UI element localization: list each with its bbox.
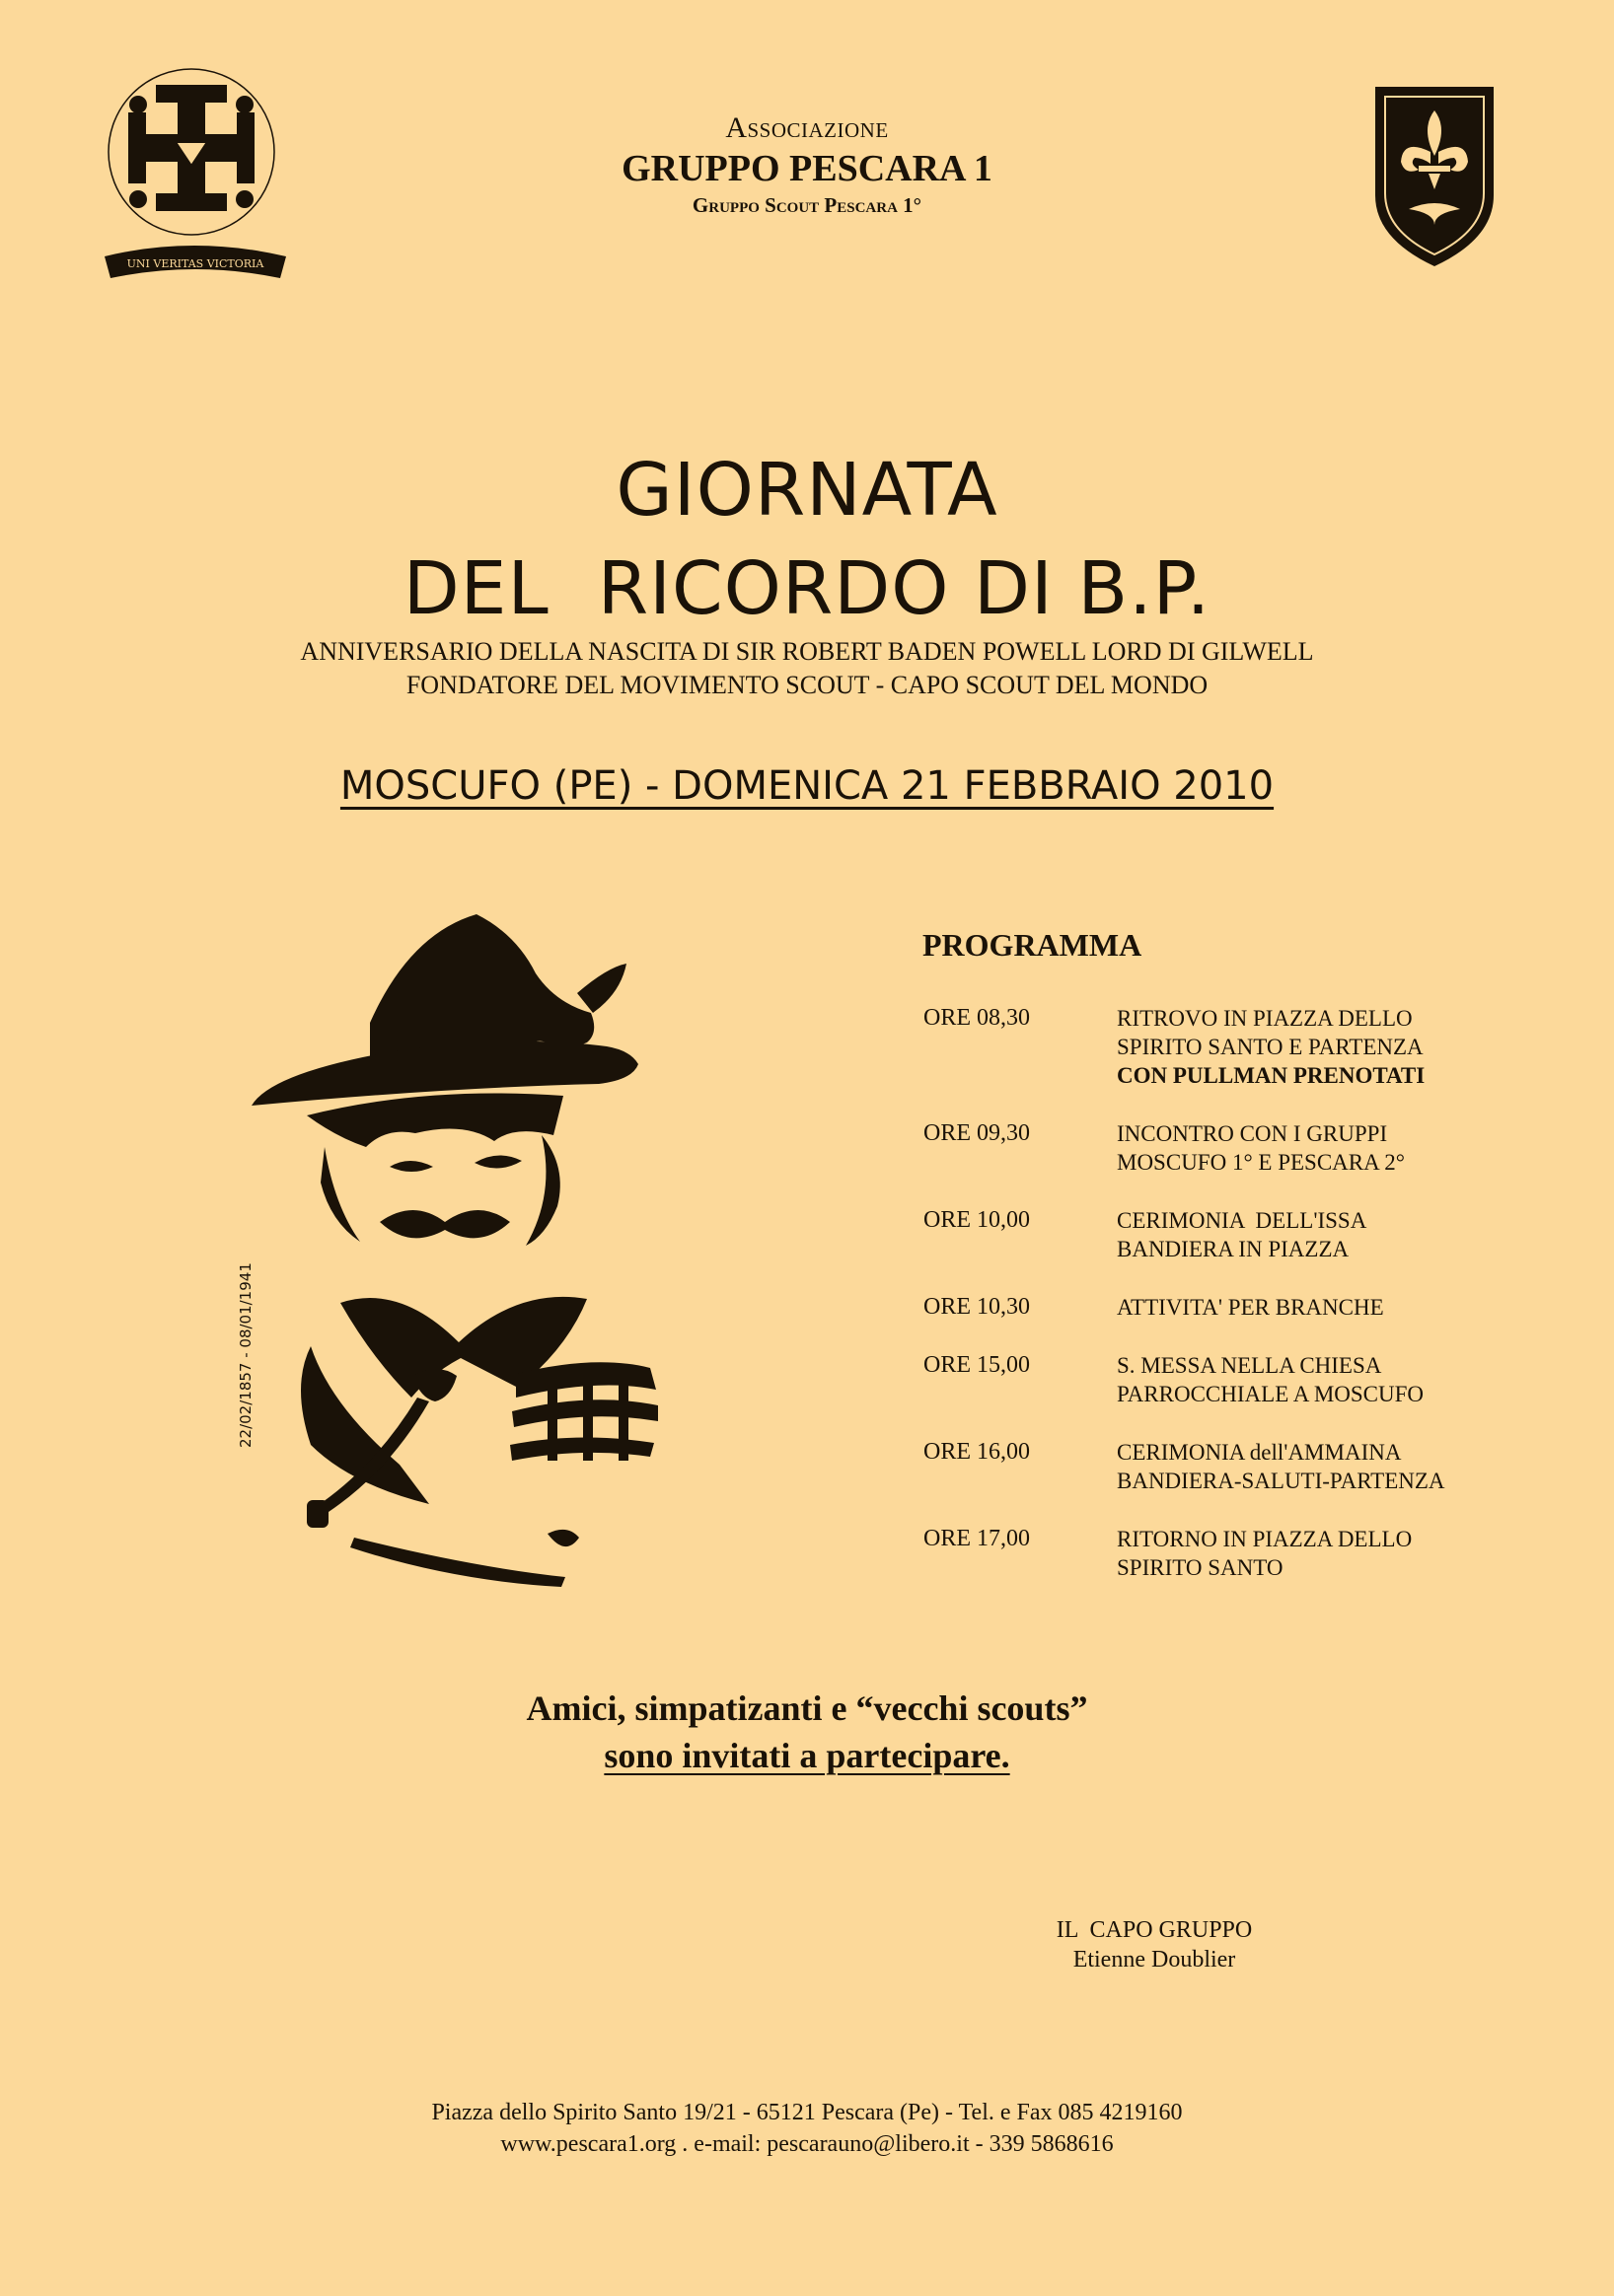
event-title-line-1: GIORNATA: [616, 448, 998, 533]
program-description: [1117, 1293, 1515, 1322]
program-line: ATTIVITA' PER BRANCHE: [1117, 1295, 1384, 1320]
program-time: ORE 09,30: [923, 1120, 1030, 1146]
program-description: [1117, 1004, 1515, 1090]
program-line: CERIMONIA DELL'ISSA: [1117, 1208, 1367, 1233]
program-line: S. MESSA NELLA CHIESA: [1117, 1353, 1382, 1378]
invitation-line-1: Amici, simpatizanti e “vecchi scouts”: [526, 1688, 1088, 1728]
portrait-dates: 22/02/1857 - 08/01/1941: [237, 1262, 255, 1448]
program-time: ORE 10,00: [923, 1207, 1030, 1233]
program-item: [923, 1438, 1515, 1495]
footer-contacts: www.pescara1.org . e-mail: pescarauno@libero.it - 339 5868616: [500, 2131, 1114, 2157]
program-item: [923, 1525, 1515, 1582]
program-line: PARROCCHIALE A MOSCUFO: [1117, 1382, 1425, 1406]
program-description: [1117, 1438, 1515, 1495]
program-description: [1117, 1351, 1515, 1408]
program-description: [1117, 1206, 1515, 1263]
association-header: [493, 110, 1121, 219]
program-line: RITORNO IN PIAZZA DELLO: [1117, 1527, 1413, 1551]
program-line: MOSCUFO 1° E PESCARA 2°: [1117, 1150, 1405, 1175]
shield-fleur-de-lis-icon: [1371, 83, 1498, 270]
program-line: RITROVO IN PIAZZA DELLO: [1117, 1006, 1413, 1031]
program-line: SPIRITO SANTO E PARTENZA: [1117, 1035, 1424, 1059]
invitation-text: sono invitati a partecipare.: [604, 1736, 1010, 1775]
program-item: [923, 1206, 1515, 1263]
program-item: [923, 1004, 1515, 1090]
program-line: BANDIERA IN PIAZZA: [1117, 1237, 1350, 1261]
event-subtitle-line-1: ANNIVERSARIO DELLA NASCITA DI SIR ROBERT BADEN POWELL LORD DI GILWELL: [300, 637, 1314, 666]
program-time: ORE 16,00: [923, 1439, 1030, 1465]
program-time: ORE 17,00: [923, 1526, 1030, 1551]
event-title-line-2: DEL RICORDO DI B.P.: [403, 546, 1211, 631]
program-line: CON PULLMAN PRENOTATI: [1117, 1063, 1426, 1088]
baden-powell-portrait-icon: [252, 912, 725, 1593]
scout-cross-logo-icon: [97, 61, 294, 298]
logo-motto: UNI VERITAS VICTORIA: [126, 257, 264, 270]
program-item: [923, 1293, 1515, 1322]
signature-role: IL CAPO GRUPPO: [1056, 1917, 1253, 1943]
footer-address: Piazza dello Spirito Santo 19/21 - 65121 Pescara (Pe) - Tel. e Fax 085 4219160: [431, 2100, 1183, 2125]
invitation-line-2: [0, 1732, 1614, 1779]
program-line: CERIMONIA dell'AMMAINA: [1117, 1440, 1402, 1465]
program-line: INCONTRO CON I GRUPPI: [1117, 1121, 1388, 1146]
association-label: Associazione: [725, 111, 889, 144]
program-time: ORE 15,00: [923, 1352, 1030, 1378]
event-place-date: [0, 759, 1614, 813]
program-line: BANDIERA-SALUTI-PARTENZA: [1117, 1469, 1445, 1493]
program-time: ORE 10,30: [923, 1294, 1030, 1320]
program-item: [923, 1351, 1515, 1408]
program-heading: PROGRAMMA: [922, 927, 1142, 963]
place-date-text: MOSCUFO (PE) - DOMENICA 21 FEBBRAIO 2010: [339, 763, 1275, 809]
program-description: [1117, 1119, 1515, 1177]
event-subtitle-line-2: FONDATORE DEL MOVIMENTO SCOUT - CAPO SCOUT DEL MONDO: [405, 671, 1209, 699]
group-subtitle: Gruppo Scout Pescara 1°: [692, 193, 922, 217]
program-time: ORE 08,30: [923, 1005, 1030, 1031]
program-description: [1117, 1525, 1515, 1582]
group-name: GRUPPO PESCARA 1: [622, 148, 992, 189]
program-line: SPIRITO SANTO: [1117, 1555, 1284, 1580]
program-list: [923, 1004, 1515, 1612]
signature-name: Etienne Doublier: [1072, 1947, 1236, 1973]
program-item: [923, 1119, 1515, 1177]
